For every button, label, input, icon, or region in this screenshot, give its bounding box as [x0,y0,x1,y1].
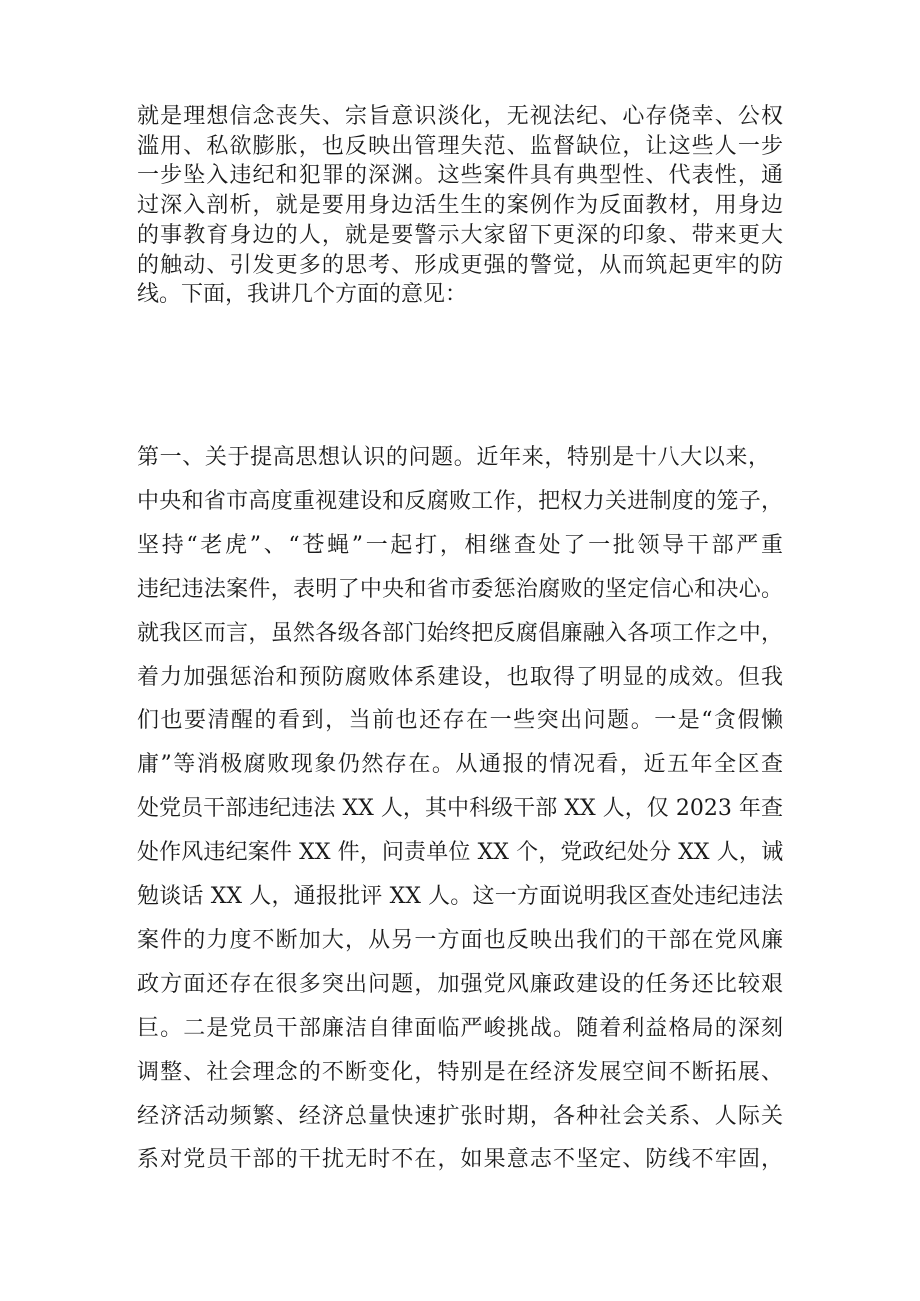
paragraph2-line: 违纪违法案件，表明了中央和省市委惩治腐败的坚定信心和决心。 [137,576,783,602]
paragraph2-line: 第一、关于提高思想认识的问题。近年来，特别是十八大以来， [137,445,770,470]
paragraph1-line: 一步坠入违纪和犯罪的深渊。这些案件具有典型性、代表性，通 [137,163,783,189]
paragraph2-line: 们也要清醒的看到，当前也还存在一些突出问题。一是“贪假懒 [137,708,783,734]
paragraph1-line: 滥用、私欲膨胀，也反映出管理失范、监督缺位，让这些人一步 [137,133,783,159]
paragraph2-line: 案件的力度不断加大，从另一方面也反映出我们的干部在党风廉 [137,927,783,953]
paragraph2-line: 处作风违纪案件 XX 件，问责单位 XX 个，党政纪处分 XX 人，诫 [137,840,783,866]
paragraph1-line: 线。下面，我讲几个方面的意见： [137,282,468,308]
paragraph1-line: 就是理想信念丧失、宗旨意识淡化，无视法纪、心存侥幸、公权 [137,104,783,129]
paragraph2-line: 庸”等消极腐败现象仍然存在。从通报的情况看，近五年全区查 [137,752,783,778]
paragraph2-line: 经济活动频繁、经济总量快速扩张时期，各种社会关系、人际关 [137,1103,783,1129]
paragraph2-line: 就我区而言，虽然各级各部门始终把反腐倡廉融入各项工作之中， [137,620,783,646]
paragraph2-line: 政方面还存在很多突出问题，加强党风廉政建设的任务还比较艰 [137,971,783,997]
paragraph2-line: 中央和省市高度重视建设和反腐败工作，把权力关进制度的笼子， [137,488,783,514]
paragraph1-line: 的事教育身边的人，就是要警示大家留下更深的印象、带来更大 [137,222,783,248]
paragraph2-line: 着力加强惩治和预防腐败体系建设，也取得了明显的成效。但我 [137,664,783,690]
paragraph1-line: 的触动、引发更多的思考、形成更强的警觉，从而筑起更牢的防 [137,252,783,278]
paragraph2-line: 系对党员干部的干扰无时不在，如果意志不坚定、防线不牢固， [137,1147,783,1173]
paragraph2-line: 调整、社会理念的不断变化，特别是在经济发展空间不断拓展、 [137,1059,783,1085]
paragraph2-line: 勉谈话 XX 人，通报批评 XX 人。这一方面说明我区查处违纪违法 [137,884,783,909]
paragraph2-line: 巨。二是党员干部廉洁自律面临严峻挑战。随着利益格局的深刻 [137,1015,783,1041]
paragraph2-line: 坚持“老虎”、“苍蝇”一起打，相继查处了一批领导干部严重 [137,532,783,558]
paragraph2-line: 处党员干部违纪违法 XX 人，其中科级干部 XX 人，仅 2023 年查 [137,796,783,822]
paragraph1-line: 过深入剖析，就是要用身边活生生的案例作为反面教材，用身边 [137,193,783,219]
